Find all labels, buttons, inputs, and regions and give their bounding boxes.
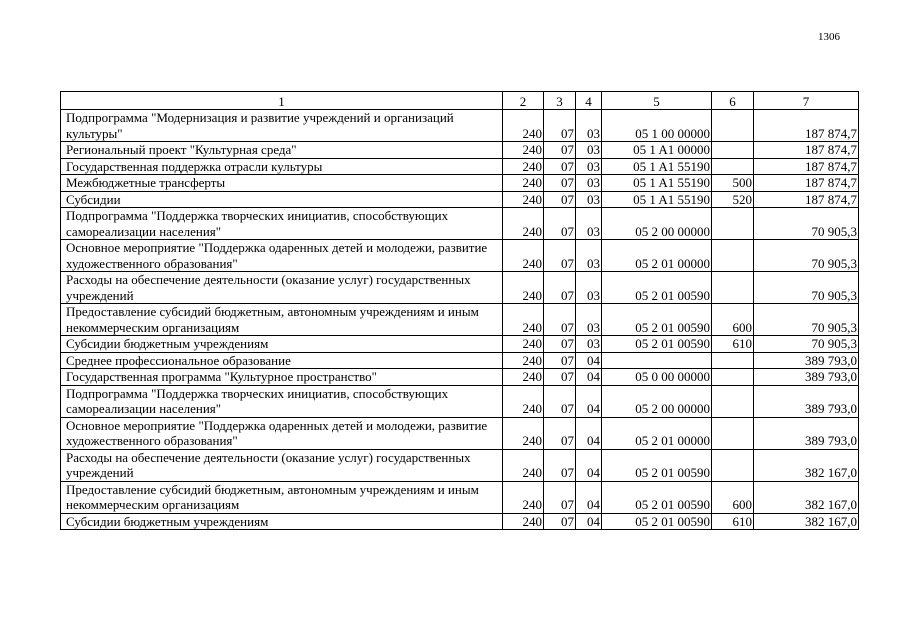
target-article-cell: 05 2 01 00000 — [602, 240, 712, 272]
amount-cell: 389 793,0 — [754, 369, 859, 386]
table-row — [61, 336, 859, 353]
section-code-cell: 07 — [544, 304, 576, 336]
expense-type-cell: 610 — [712, 336, 754, 353]
table-header-row — [61, 92, 859, 110]
table-row — [61, 142, 859, 159]
ministry-code-cell: 240 — [503, 158, 544, 175]
target-article-cell: 05 2 01 00590 — [602, 481, 712, 513]
item-name-cell: Субсидии бюджетным учреждениям — [61, 513, 503, 530]
ministry-code-cell: 240 — [503, 352, 544, 369]
expense-type-cell — [712, 352, 754, 369]
section-code-cell: 07 — [544, 481, 576, 513]
subsection-code-cell: 03 — [576, 191, 602, 208]
target-article-cell: 05 1 00 00000 — [602, 110, 712, 142]
amount-cell: 70 905,3 — [754, 336, 859, 353]
ministry-code-cell: 240 — [503, 304, 544, 336]
budget-table — [60, 91, 859, 530]
header-cell-2: 2 — [503, 92, 544, 110]
header-cell-3: 3 — [544, 92, 576, 110]
header-cell-1: 1 — [61, 92, 503, 110]
expense-type-cell: 600 — [712, 481, 754, 513]
expense-type-cell — [712, 449, 754, 481]
table-row — [61, 158, 859, 175]
table-row — [61, 369, 859, 386]
ministry-code-cell: 240 — [503, 336, 544, 353]
expense-type-cell — [712, 240, 754, 272]
section-code-cell: 07 — [544, 417, 576, 449]
amount-cell: 70 905,3 — [754, 304, 859, 336]
subsection-code-cell: 04 — [576, 385, 602, 417]
expense-type-cell: 600 — [712, 304, 754, 336]
subsection-code-cell: 04 — [576, 449, 602, 481]
subsection-code-cell: 03 — [576, 175, 602, 192]
expense-type-cell — [712, 417, 754, 449]
amount-cell: 389 793,0 — [754, 417, 859, 449]
ministry-code-cell: 240 — [503, 385, 544, 417]
header-cell-7: 7 — [754, 92, 859, 110]
expense-type-cell — [712, 272, 754, 304]
table-row — [61, 272, 859, 304]
item-name-cell: Расходы на обеспечение деятельности (оказание услуг) государственных учреждений — [61, 272, 503, 304]
target-article-cell: 05 1 A1 55190 — [602, 158, 712, 175]
target-article-cell: 05 2 01 00590 — [602, 304, 712, 336]
ministry-code-cell: 240 — [503, 513, 544, 530]
ministry-code-cell: 240 — [503, 240, 544, 272]
subsection-code-cell: 03 — [576, 142, 602, 159]
target-article-cell: 05 0 00 00000 — [602, 369, 712, 386]
item-name-cell: Межбюджетные трансферты — [61, 175, 503, 192]
section-code-cell: 07 — [544, 385, 576, 417]
target-article-cell: 05 1 A1 55190 — [602, 191, 712, 208]
expense-type-cell — [712, 208, 754, 240]
subsection-code-cell: 03 — [576, 336, 602, 353]
header-cell-6: 6 — [712, 92, 754, 110]
item-name-cell: Подпрограмма "Поддержка творческих инициатив, способствующих самореализации населения" — [61, 385, 503, 417]
table-row — [61, 513, 859, 530]
amount-cell: 187 874,7 — [754, 158, 859, 175]
table-row — [61, 208, 859, 240]
section-code-cell: 07 — [544, 336, 576, 353]
subsection-code-cell: 03 — [576, 240, 602, 272]
item-name-cell: Предоставление субсидий бюджетным, автономным учреждениям и иным некоммерческим организациям — [61, 304, 503, 336]
section-code-cell: 07 — [544, 175, 576, 192]
table-row — [61, 175, 859, 192]
expense-type-cell — [712, 158, 754, 175]
subsection-code-cell: 04 — [576, 369, 602, 386]
expense-type-cell — [712, 385, 754, 417]
amount-cell: 70 905,3 — [754, 240, 859, 272]
target-article-cell: 05 1 A1 00000 — [602, 142, 712, 159]
target-article-cell: 05 2 01 00590 — [602, 449, 712, 481]
ministry-code-cell: 240 — [503, 417, 544, 449]
target-article-cell: 05 2 00 00000 — [602, 208, 712, 240]
item-name-cell: Основное мероприятие "Поддержка одаренных детей и молодежи, развитие художественного образования" — [61, 417, 503, 449]
section-code-cell: 07 — [544, 191, 576, 208]
ministry-code-cell: 240 — [503, 369, 544, 386]
target-article-cell: 05 2 01 00590 — [602, 513, 712, 530]
ministry-code-cell: 240 — [503, 175, 544, 192]
amount-cell: 389 793,0 — [754, 352, 859, 369]
expense-type-cell: 500 — [712, 175, 754, 192]
expense-type-cell — [712, 142, 754, 159]
expense-type-cell — [712, 110, 754, 142]
item-name-cell: Среднее профессиональное образование — [61, 352, 503, 369]
target-article-cell: 05 2 01 00590 — [602, 272, 712, 304]
ministry-code-cell: 240 — [503, 191, 544, 208]
table-row — [61, 110, 859, 142]
ministry-code-cell: 240 — [503, 110, 544, 142]
section-code-cell: 07 — [544, 352, 576, 369]
table-row — [61, 417, 859, 449]
table-row — [61, 191, 859, 208]
target-article-cell: 05 2 01 00000 — [602, 417, 712, 449]
table-row — [61, 385, 859, 417]
subsection-code-cell: 03 — [576, 304, 602, 336]
item-name-cell: Основное мероприятие "Поддержка одаренных детей и молодежи, развитие художественного образования" — [61, 240, 503, 272]
expense-type-cell — [712, 369, 754, 386]
amount-cell: 187 874,7 — [754, 175, 859, 192]
item-name-cell: Подпрограмма "Поддержка творческих инициатив, способствующих самореализации населения" — [61, 208, 503, 240]
subsection-code-cell: 04 — [576, 352, 602, 369]
ministry-code-cell: 240 — [503, 449, 544, 481]
section-code-cell: 07 — [544, 208, 576, 240]
header-cell-4: 4 — [576, 92, 602, 110]
amount-cell: 382 167,0 — [754, 449, 859, 481]
table-row — [61, 449, 859, 481]
target-article-cell: 05 2 01 00590 — [602, 336, 712, 353]
item-name-cell: Государственная программа "Культурное пространство" — [61, 369, 503, 386]
expense-type-cell: 610 — [712, 513, 754, 530]
section-code-cell: 07 — [544, 158, 576, 175]
item-name-cell: Субсидии — [61, 191, 503, 208]
subsection-code-cell: 03 — [576, 158, 602, 175]
item-name-cell: Подпрограмма "Модернизация и развитие учреждений и организаций культуры" — [61, 110, 503, 142]
item-name-cell: Государственная поддержка отрасли культуры — [61, 158, 503, 175]
section-code-cell: 07 — [544, 240, 576, 272]
target-article-cell: 05 2 00 00000 — [602, 385, 712, 417]
header-cell-5: 5 — [602, 92, 712, 110]
subsection-code-cell: 03 — [576, 208, 602, 240]
amount-cell: 382 167,0 — [754, 513, 859, 530]
table-body — [61, 110, 859, 530]
section-code-cell: 07 — [544, 110, 576, 142]
ministry-code-cell: 240 — [503, 272, 544, 304]
item-name-cell: Субсидии бюджетным учреждениям — [61, 336, 503, 353]
section-code-cell: 07 — [544, 449, 576, 481]
subsection-code-cell: 04 — [576, 417, 602, 449]
item-name-cell: Предоставление субсидий бюджетным, автономным учреждениям и иным некоммерческим организациям — [61, 481, 503, 513]
ministry-code-cell: 240 — [503, 208, 544, 240]
subsection-code-cell: 04 — [576, 513, 602, 530]
amount-cell: 389 793,0 — [754, 385, 859, 417]
section-code-cell: 07 — [544, 513, 576, 530]
ministry-code-cell: 240 — [503, 142, 544, 159]
item-name-cell: Региональный проект "Культурная среда" — [61, 142, 503, 159]
amount-cell: 187 874,7 — [754, 142, 859, 159]
table-row — [61, 352, 859, 369]
amount-cell: 187 874,7 — [754, 110, 859, 142]
amount-cell: 70 905,3 — [754, 208, 859, 240]
target-article-cell — [602, 352, 712, 369]
section-code-cell: 07 — [544, 369, 576, 386]
table-row — [61, 481, 859, 513]
subsection-code-cell: 04 — [576, 481, 602, 513]
table-row — [61, 304, 859, 336]
target-article-cell: 05 1 A1 55190 — [602, 175, 712, 192]
item-name-cell: Расходы на обеспечение деятельности (оказание услуг) государственных учреждений — [61, 449, 503, 481]
table-row — [61, 240, 859, 272]
ministry-code-cell: 240 — [503, 481, 544, 513]
subsection-code-cell: 03 — [576, 272, 602, 304]
subsection-code-cell: 03 — [576, 110, 602, 142]
page-number: 1306 — [818, 31, 840, 43]
section-code-cell: 07 — [544, 272, 576, 304]
section-code-cell: 07 — [544, 142, 576, 159]
amount-cell: 187 874,7 — [754, 191, 859, 208]
expense-type-cell: 520 — [712, 191, 754, 208]
amount-cell: 382 167,0 — [754, 481, 859, 513]
amount-cell: 70 905,3 — [754, 272, 859, 304]
